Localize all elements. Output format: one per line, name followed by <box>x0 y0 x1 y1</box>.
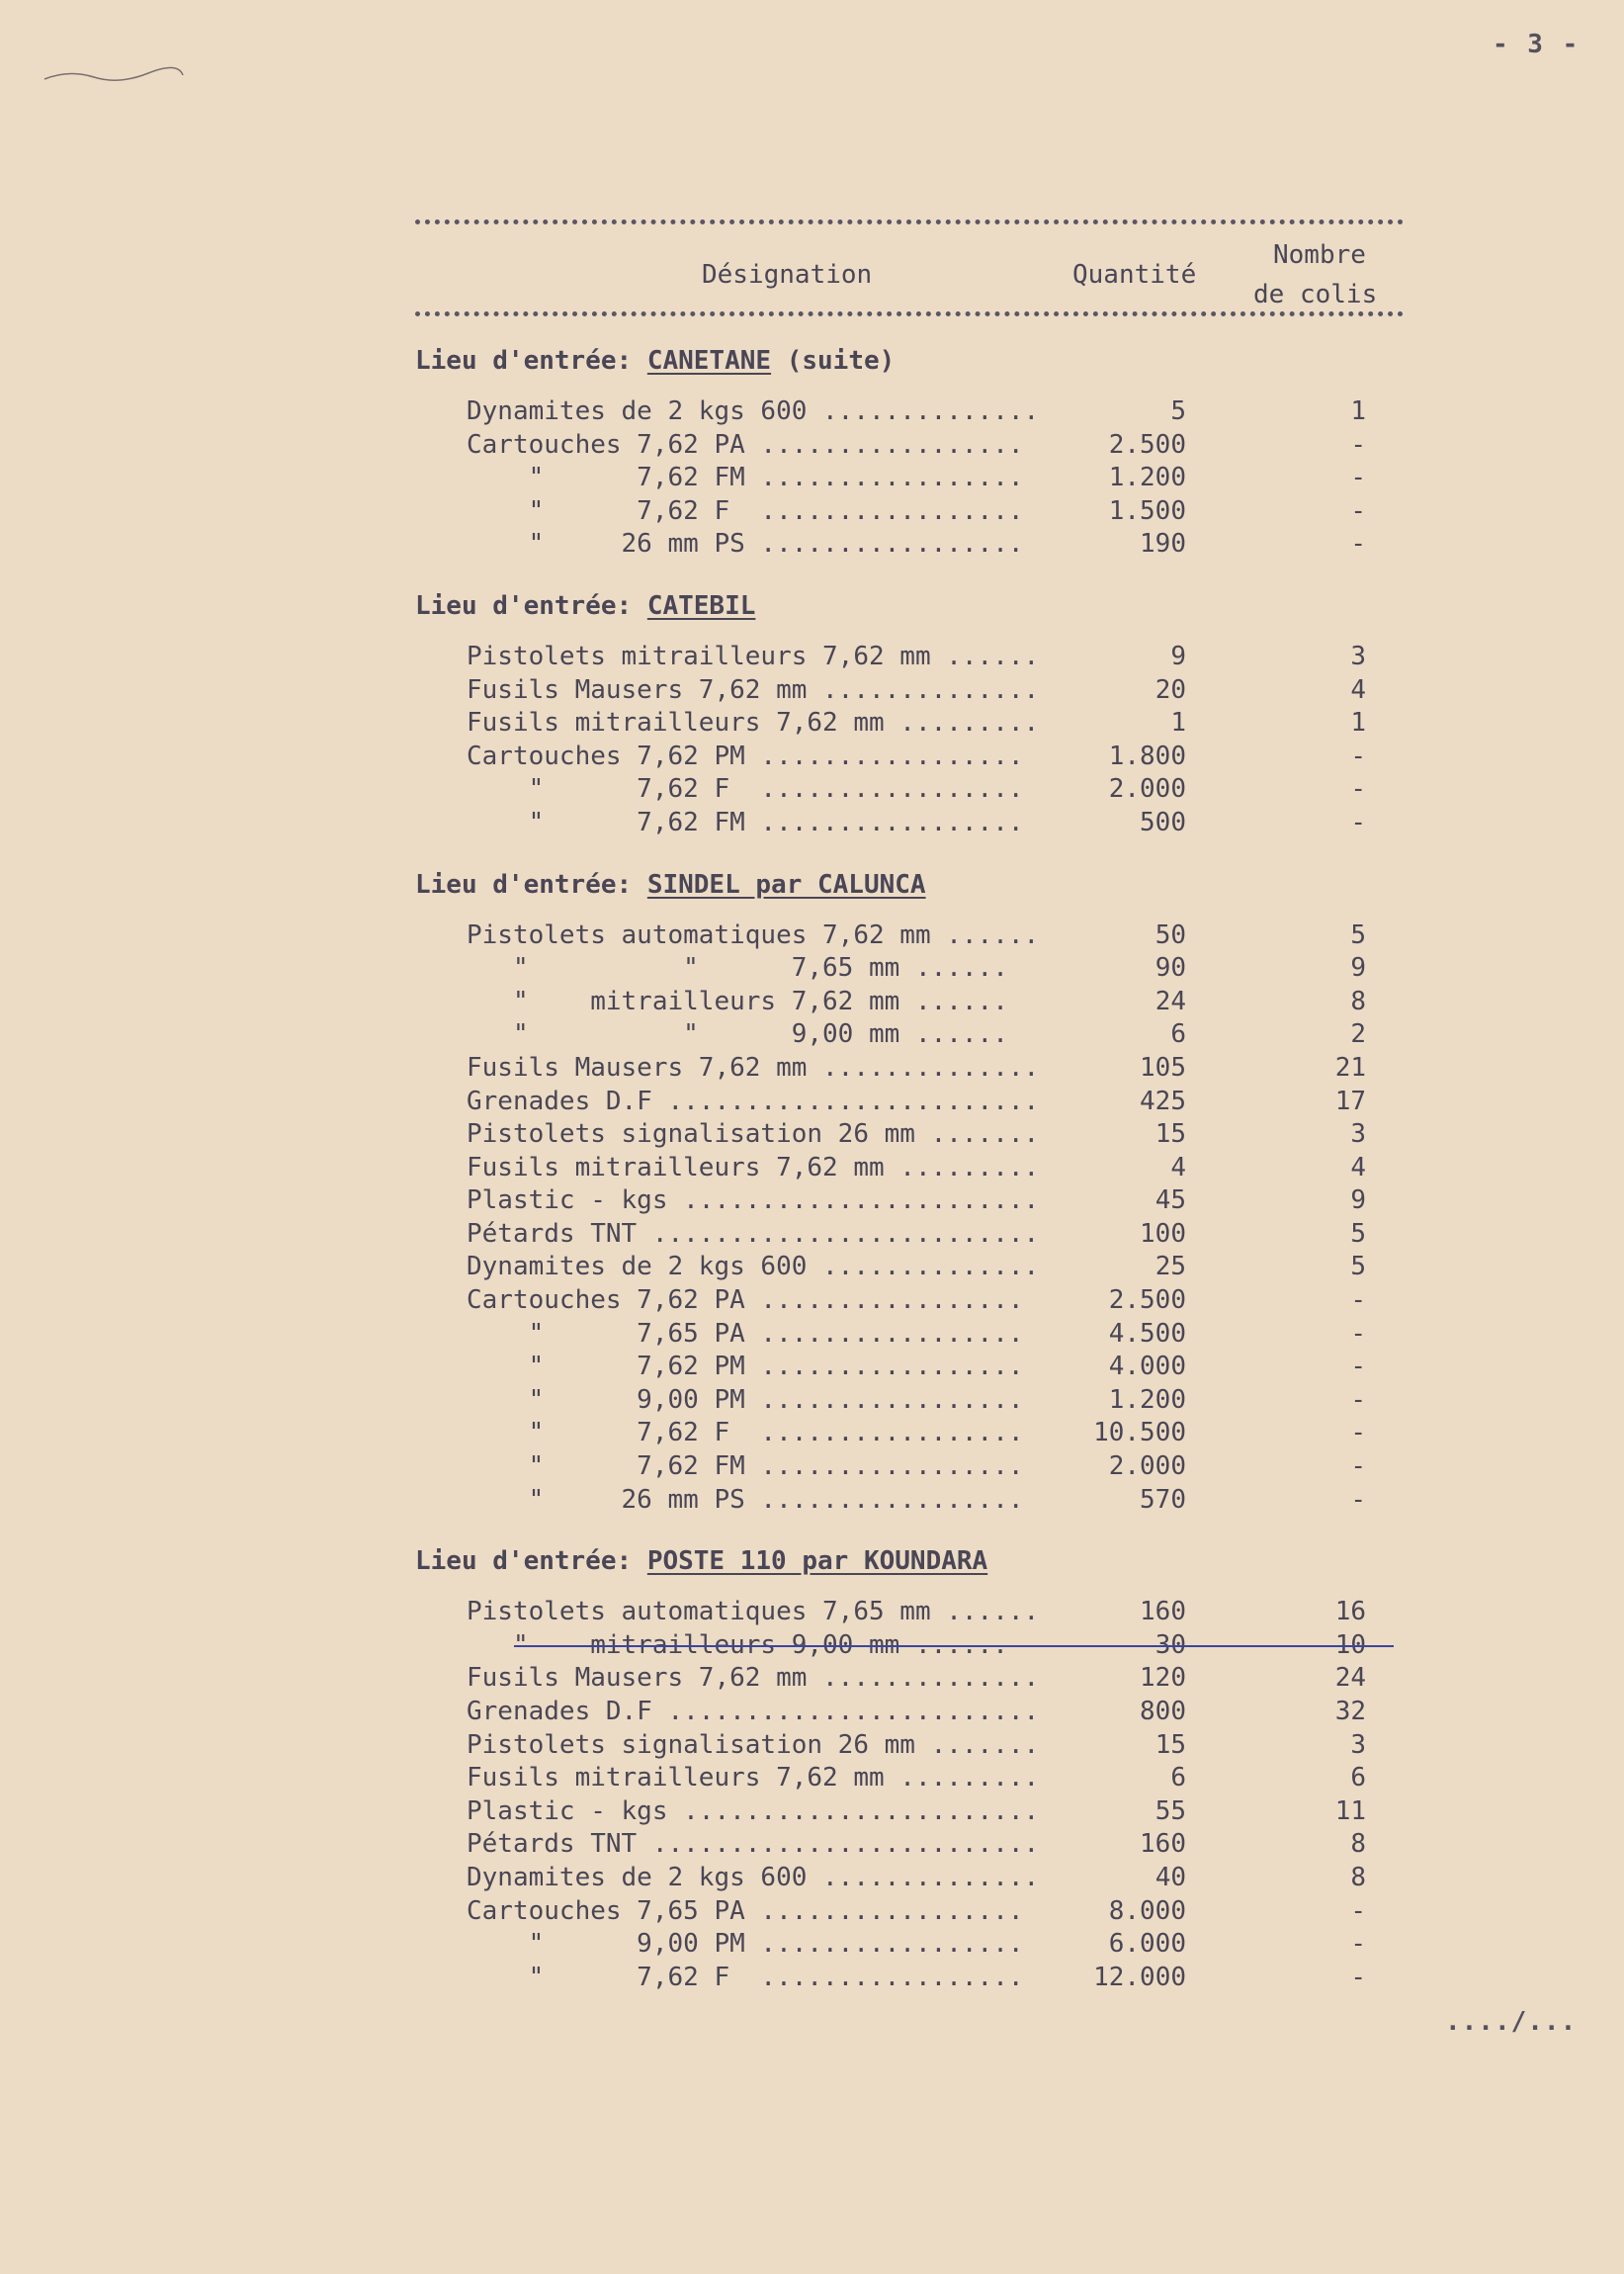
row-colis: 4 <box>1350 1152 1366 1182</box>
table-row <box>415 986 1404 1019</box>
section-title <box>415 1544 1404 1578</box>
pen-scribble-mark <box>40 59 188 89</box>
table-row <box>415 1729 1404 1763</box>
row-colis: 3 <box>1350 1119 1366 1150</box>
row-colis: 9 <box>1350 1185 1366 1216</box>
table-row <box>415 1762 1404 1795</box>
row-designation: " 7,62 F ................. <box>467 1962 1024 1992</box>
table-row <box>415 429 1404 463</box>
row-colis: - <box>1350 1318 1366 1349</box>
row-quantity: 105 <box>1140 1052 1186 1083</box>
section-place: SINDEL par CALUNCA <box>646 869 926 900</box>
table-row <box>415 1417 1404 1450</box>
table-row <box>415 1828 1404 1862</box>
row-quantity: 190 <box>1140 529 1186 560</box>
table-row <box>415 1384 1404 1418</box>
table-row <box>415 1962 1404 1995</box>
row-quantity: 6.000 <box>1108 1929 1186 1960</box>
row-quantity: 100 <box>1140 1218 1186 1249</box>
table-row <box>415 1662 1404 1696</box>
row-designation: Pistolets signalisation 26 mm ....... <box>467 1729 1040 1760</box>
row-quantity: 1.800 <box>1108 741 1186 771</box>
table-row <box>415 1251 1404 1284</box>
row-designation: " 7,62 PM ................. <box>467 1352 1024 1382</box>
row-designation: " 7,62 F ................. <box>467 1418 1024 1448</box>
row-designation: " 7,62 FM ................. <box>467 1451 1024 1482</box>
row-designation: Dynamites de 2 kgs 600 .............. <box>467 396 1040 426</box>
table-row <box>415 919 1404 953</box>
row-quantity: 2.000 <box>1108 1451 1186 1482</box>
row-designation: Cartouches 7,62 PM ................. <box>467 741 1024 771</box>
row-colis: - <box>1350 1418 1366 1448</box>
header-colis-line1: Nombre <box>1273 240 1366 270</box>
section <box>415 344 1404 562</box>
row-designation: " 26 mm PS ................. <box>467 529 1024 560</box>
row-quantity: 50 <box>1154 919 1186 950</box>
row-quantity: 20 <box>1154 674 1186 705</box>
row-colis: - <box>1350 495 1366 526</box>
row-designation: Fusils mitrailleurs 7,62 mm ......... <box>467 708 1040 739</box>
row-quantity: 1.200 <box>1108 1384 1186 1415</box>
row-quantity: 15 <box>1154 1729 1186 1760</box>
table-row <box>415 1086 1404 1119</box>
section-prefix: Lieu d'entrée: <box>415 1546 647 1577</box>
section-place: POSTE 110 par KOUNDARA <box>646 1546 988 1577</box>
section-title <box>415 344 1404 378</box>
table-row <box>415 1795 1404 1829</box>
row-quantity: 6 <box>1170 1019 1186 1050</box>
table-row <box>415 1484 1404 1518</box>
row-quantity: 570 <box>1140 1484 1186 1515</box>
page-number: - 3 - <box>1493 30 1581 59</box>
row-quantity: 4.500 <box>1108 1318 1186 1349</box>
row-colis: - <box>1350 1484 1366 1515</box>
row-colis: 8 <box>1350 986 1366 1016</box>
row-quantity: 500 <box>1140 807 1186 837</box>
table-row <box>415 1118 1404 1152</box>
row-designation: Cartouches 7,62 PA ................. <box>467 429 1024 460</box>
row-colis: 5 <box>1350 1218 1366 1249</box>
row-designation: " 7,62 FM ................. <box>467 463 1024 493</box>
row-quantity: 8.000 <box>1108 1895 1186 1926</box>
table-row <box>415 1895 1404 1929</box>
row-colis: - <box>1350 1451 1366 1482</box>
row-colis: - <box>1350 1962 1366 1992</box>
row-colis: 8 <box>1350 1862 1366 1892</box>
row-quantity: 120 <box>1140 1663 1186 1694</box>
row-designation: " " 9,00 mm ...... <box>467 1019 1008 1050</box>
row-quantity: 5 <box>1170 396 1186 426</box>
row-quantity: 90 <box>1154 953 1186 984</box>
handwritten-strike-line <box>514 1645 1394 1647</box>
table-row <box>415 1351 1404 1384</box>
row-colis: - <box>1350 1895 1366 1926</box>
section-rows <box>415 1596 1404 1994</box>
table-row <box>415 1284 1404 1318</box>
header-designation: Désignation <box>702 260 873 290</box>
row-quantity: 45 <box>1154 1185 1186 1216</box>
row-quantity: 4 <box>1170 1152 1186 1182</box>
row-quantity: 10.500 <box>1093 1418 1186 1448</box>
row-colis: 32 <box>1334 1697 1366 1726</box>
row-colis: - <box>1350 463 1366 493</box>
table-row <box>415 395 1404 429</box>
row-quantity: 24 <box>1154 986 1186 1016</box>
row-quantity: 1 <box>1170 708 1186 739</box>
section-prefix: Lieu d'entrée: <box>415 869 647 900</box>
section-title <box>415 589 1404 623</box>
row-colis: 1 <box>1350 396 1366 426</box>
table-row <box>415 528 1404 562</box>
table-row <box>415 1152 1404 1185</box>
row-quantity: 1.200 <box>1108 463 1186 493</box>
section-prefix: Lieu d'entrée: <box>415 590 647 621</box>
row-designation: Pistolets automatiques 7,65 mm ...... <box>467 1597 1040 1627</box>
table-row <box>415 1862 1404 1895</box>
row-colis: - <box>1350 1352 1366 1382</box>
table-row <box>415 773 1404 807</box>
section-rows <box>415 395 1404 562</box>
table-row <box>415 1184 1404 1218</box>
row-quantity: 6 <box>1170 1763 1186 1793</box>
row-designation: " " 7,65 mm ...... <box>467 953 1008 984</box>
table-row <box>415 1318 1404 1352</box>
row-designation: Cartouches 7,65 PA ................. <box>467 1895 1024 1926</box>
table-row <box>415 1596 1404 1629</box>
row-designation: " 9,00 PM ................. <box>467 1929 1024 1960</box>
row-designation: " 7,62 F ................. <box>467 774 1024 805</box>
section <box>415 589 1404 840</box>
row-designation: Fusils mitrailleurs 7,62 mm ......... <box>467 1763 1040 1793</box>
row-designation: Grenades D.F ........................ <box>467 1086 1040 1116</box>
section <box>415 1544 1404 1994</box>
row-designation: Grenades D.F ........................ <box>467 1697 1040 1726</box>
header-bottom-rule <box>415 311 1404 316</box>
row-designation: Plastic - kgs ....................... <box>467 1185 1040 1216</box>
row-quantity: 1.500 <box>1108 495 1186 526</box>
table-row <box>415 1018 1404 1052</box>
header-quantity: Quantité <box>1072 260 1197 290</box>
row-colis: 3 <box>1350 641 1366 671</box>
row-designation: Pétards TNT ......................... <box>467 1218 1040 1249</box>
row-designation: " 7,62 F ................. <box>467 495 1024 526</box>
row-colis: - <box>1350 807 1366 837</box>
row-quantity: 2.000 <box>1108 774 1186 805</box>
table-row <box>415 1629 1404 1663</box>
section-rows <box>415 919 1404 1518</box>
row-designation: Pistolets signalisation 26 mm ....... <box>467 1119 1040 1150</box>
row-designation: Fusils Mausers 7,62 mm .............. <box>467 1663 1040 1694</box>
row-colis: - <box>1350 529 1366 560</box>
row-quantity: 2.500 <box>1108 1285 1186 1316</box>
row-colis: 11 <box>1334 1795 1366 1826</box>
section-prefix: Lieu d'entrée: <box>415 346 647 376</box>
row-designation: Dynamites de 2 kgs 600 .............. <box>467 1862 1040 1892</box>
row-designation: " mitrailleurs 7,62 mm ...... <box>467 986 1008 1016</box>
row-colis: 17 <box>1334 1086 1366 1116</box>
row-colis: 5 <box>1350 1252 1366 1282</box>
header-colis-line2: de colis <box>1253 280 1378 309</box>
table-row <box>415 674 1404 708</box>
row-colis: 21 <box>1334 1052 1366 1083</box>
row-quantity: 160 <box>1140 1597 1186 1627</box>
row-colis: - <box>1350 1384 1366 1415</box>
row-quantity: 55 <box>1154 1795 1186 1826</box>
row-designation: " 7,65 PA ................. <box>467 1318 1024 1349</box>
row-colis: - <box>1350 429 1366 460</box>
row-designation: Fusils Mausers 7,62 mm .............. <box>467 1052 1040 1083</box>
row-designation: Fusils mitrailleurs 7,62 mm ......... <box>467 1152 1040 1182</box>
table-row <box>415 1052 1404 1086</box>
row-colis: 24 <box>1334 1663 1366 1694</box>
section <box>415 868 1404 1518</box>
table-row <box>415 1450 1404 1484</box>
row-quantity: 4.000 <box>1108 1352 1186 1382</box>
table-row <box>415 807 1404 840</box>
section-rows <box>415 641 1404 840</box>
section-place: CANETANE <box>646 346 772 376</box>
row-quantity: 25 <box>1154 1252 1186 1282</box>
row-colis: 6 <box>1350 1763 1366 1793</box>
row-designation: Fusils Mausers 7,62 mm .............. <box>467 674 1040 705</box>
row-quantity: 425 <box>1140 1086 1186 1116</box>
row-colis: 16 <box>1334 1597 1366 1627</box>
row-colis: 2 <box>1350 1019 1366 1050</box>
row-colis: 10 <box>1334 1629 1366 1660</box>
row-colis: 1 <box>1350 708 1366 739</box>
row-colis: 8 <box>1350 1829 1366 1860</box>
table-row <box>415 741 1404 774</box>
row-colis: - <box>1350 741 1366 771</box>
row-quantity: 2.500 <box>1108 429 1186 460</box>
row-quantity: 15 <box>1154 1119 1186 1150</box>
row-designation: " mitrailleurs 9,00 mm ...... <box>467 1629 1008 1660</box>
inventory-table <box>415 219 1404 1994</box>
table-row <box>415 495 1404 529</box>
row-quantity: 40 <box>1154 1862 1186 1892</box>
row-designation: " 9,00 PM ................. <box>467 1384 1024 1415</box>
table-row <box>415 952 1404 986</box>
row-designation: Dynamites de 2 kgs 600 .............. <box>467 1252 1040 1282</box>
row-colis: 5 <box>1350 919 1366 950</box>
row-quantity: 9 <box>1170 641 1186 671</box>
row-quantity: 800 <box>1140 1697 1186 1726</box>
row-designation: " 7,62 FM ................. <box>467 807 1024 837</box>
row-designation: Plastic - kgs ....................... <box>467 1795 1040 1826</box>
row-colis: - <box>1350 1929 1366 1960</box>
section-place: CATEBIL <box>646 590 756 621</box>
row-designation: " 26 mm PS ................. <box>467 1484 1024 1515</box>
row-colis: 3 <box>1350 1729 1366 1760</box>
table-row <box>415 641 1404 674</box>
row-designation: Pétards TNT ......................... <box>467 1829 1040 1860</box>
table-header <box>415 224 1404 311</box>
row-quantity: 12.000 <box>1093 1962 1186 1992</box>
continuation-mark: ..../... <box>1445 2007 1578 2037</box>
table-row <box>415 1696 1404 1729</box>
row-quantity: 30 <box>1154 1629 1186 1660</box>
row-designation: Cartouches 7,62 PA ................. <box>467 1285 1024 1316</box>
row-colis: 4 <box>1350 674 1366 705</box>
section-title <box>415 868 1404 902</box>
section-suffix: (suite) <box>771 346 896 376</box>
table-row <box>415 707 1404 741</box>
table-row <box>415 462 1404 495</box>
row-colis: - <box>1350 774 1366 805</box>
row-designation: Pistolets mitrailleurs 7,62 mm ...... <box>467 641 1040 671</box>
row-designation: Pistolets automatiques 7,62 mm ...... <box>467 919 1040 950</box>
row-colis: - <box>1350 1285 1366 1316</box>
table-row <box>415 1928 1404 1962</box>
sections-container <box>415 344 1404 1994</box>
row-quantity: 160 <box>1140 1829 1186 1860</box>
row-colis: 9 <box>1350 953 1366 984</box>
table-row <box>415 1218 1404 1252</box>
